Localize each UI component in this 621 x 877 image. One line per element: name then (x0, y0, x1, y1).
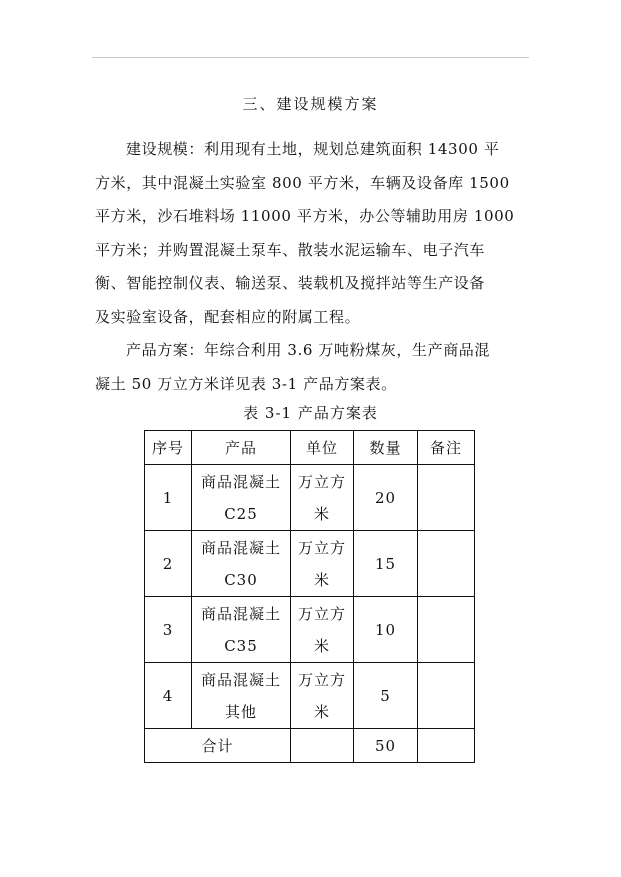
table-total-row (145, 729, 475, 763)
scale-paragraph-line: 方米，其中混凝土实验室 800 平方米，车辆及设备库 1500 (95, 173, 510, 192)
unit-line: 米 (313, 570, 330, 589)
product-name: 商品混凝土 (200, 670, 281, 689)
row-note (418, 663, 475, 729)
scale-paragraph (95, 133, 535, 334)
scale-paragraph-line: 衡、智能控制仪表、输送泵、装载机及搅拌站等生产设备 (95, 274, 486, 292)
table-caption: 表 3-1 产品方案表 (243, 404, 378, 422)
header-quantity: 数量 (354, 431, 418, 465)
row-no: 3 (145, 597, 192, 663)
row-note (418, 465, 475, 531)
table-row (145, 597, 475, 663)
row-unit (291, 531, 354, 597)
product-paragraph-line: 产品方案：年综合利用 3.6 万吨粉煤灰，生产商品混 (126, 341, 490, 359)
total-unit (291, 729, 354, 763)
product-name: 商品混凝土 (200, 538, 281, 557)
unit-line: 万立方 (297, 472, 346, 491)
header-rule (92, 57, 529, 58)
product-paragraph-line: 凝土 50 万立方米详见表 3-1 产品方案表。 (95, 374, 397, 393)
header-no: 序号 (145, 431, 192, 465)
unit-line: 万立方 (297, 670, 346, 689)
product-grade: C35 (224, 636, 258, 655)
table-row (145, 465, 475, 531)
header-product: 产品 (192, 431, 291, 465)
unit-line: 米 (313, 636, 330, 655)
total-quantity: 50 (354, 729, 418, 763)
row-product (192, 663, 291, 729)
row-quantity: 5 (354, 663, 418, 729)
scale-paragraph-line: 平方米，沙石堆料场 11000 平方米，办公等辅助用房 1000 (95, 207, 515, 225)
row-product (192, 531, 291, 597)
scale-paragraph-line: 建设规模：利用现有土地，规划总建筑面积 14300 平 (126, 140, 500, 158)
row-note (418, 597, 475, 663)
unit-line: 米 (313, 504, 330, 523)
unit-line: 万立方 (297, 604, 346, 623)
row-no: 2 (145, 531, 192, 597)
header-note: 备注 (418, 431, 475, 465)
unit-line: 万立方 (297, 538, 346, 557)
row-no: 4 (145, 663, 192, 729)
row-quantity: 20 (354, 465, 418, 531)
table-header-row (145, 431, 475, 465)
row-note (418, 531, 475, 597)
row-product (192, 597, 291, 663)
product-name: 商品混凝土 (200, 472, 281, 491)
product-grade: C30 (224, 570, 258, 589)
row-quantity: 10 (354, 597, 418, 663)
scale-paragraph-line: 平方米；并购置混凝土泵车、散装水泥运输车、电子汽车 (95, 240, 486, 259)
total-note (418, 729, 475, 763)
product-name: 商品混凝土 (200, 604, 281, 623)
row-unit (291, 597, 354, 663)
row-no: 1 (145, 465, 192, 531)
total-label: 合计 (145, 729, 291, 763)
row-product (192, 465, 291, 531)
row-quantity: 15 (354, 531, 418, 597)
unit-line: 米 (313, 702, 330, 721)
product-grade: C25 (224, 504, 258, 523)
scale-paragraph-line: 及实验室设备，配套相应的附属工程。 (95, 307, 361, 326)
table-row (145, 531, 475, 597)
header-unit: 单位 (291, 431, 354, 465)
table-row (145, 663, 475, 729)
row-unit (291, 465, 354, 531)
section-title: 三、建设规模方案 (242, 95, 379, 113)
product-grade: 其他 (224, 702, 257, 721)
row-unit (291, 663, 354, 729)
product-paragraph (95, 334, 535, 401)
product-table (144, 430, 475, 763)
